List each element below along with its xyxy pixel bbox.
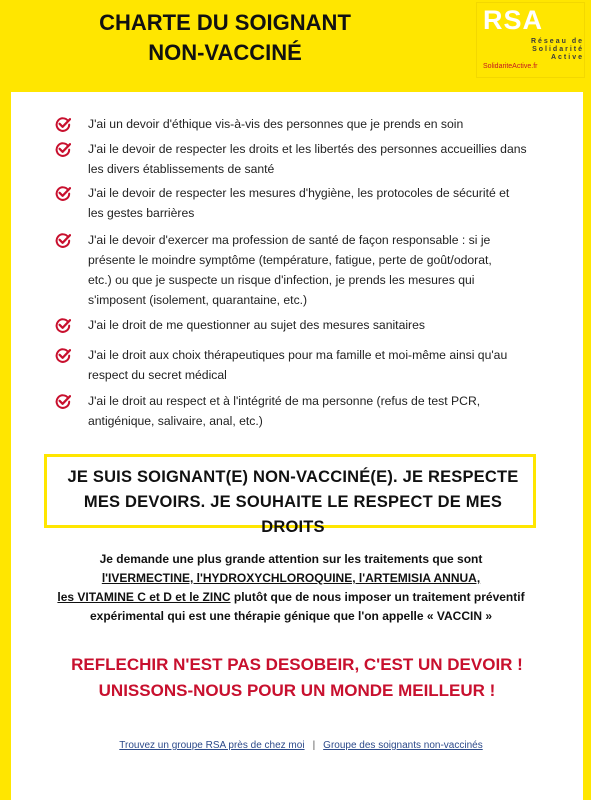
demand-line-3 <box>31 588 551 607</box>
charter-item-line: s'imposent (isolement, quarantaine, etc.) <box>88 293 308 307</box>
demand-line-1: Je demande une plus grande attention sur les traitements que sont <box>99 552 483 566</box>
demand-line-2: l'IVERMECTINE, l'HYDROXYCHLOROQUINE, l'ARTEMISIA ANNUA, <box>101 571 481 585</box>
title-line-1: CHARTE DU SOIGNANT <box>99 10 351 35</box>
charter-item-line: les gestes barrières <box>88 206 195 220</box>
demand-line-3-underlined: les VITAMINE C et D et le ZINC <box>57 590 231 604</box>
charter-item-line: présente le moindre symptôme (température, fatigue, perte de goût/odorat, <box>88 253 492 267</box>
slogan-line-1: REFLECHIR N'EST PAS DESOBEIR, C'EST UN DEVOIR ! <box>71 655 523 674</box>
logo-subtitle <box>509 38 584 62</box>
logo-subtitle-line-1: Réseau de <box>530 38 584 45</box>
title-line-2: NON-VACCINÉ <box>148 40 302 65</box>
checkmark-circle-icon <box>55 393 71 409</box>
charter-item-text <box>88 315 548 335</box>
checkmark-circle-icon <box>55 141 71 157</box>
statement-line-2: MES DEVOIRS. JE SOUHAITE LE RESPECT DE MES DROITS <box>83 493 503 536</box>
checkmark-circle-icon <box>55 232 71 248</box>
charter-item-text <box>88 345 548 385</box>
checkmark-circle-icon <box>55 347 71 363</box>
demand-line-3-rest: plutôt que de nous imposer un traitement préventif <box>230 590 525 604</box>
page-title <box>60 8 390 68</box>
charter-item-line: les divers établissements de santé <box>88 162 275 176</box>
charter-item-line: J'ai le devoir de respecter les droits et les libertés des personnes accueillies dans <box>88 142 527 156</box>
slogan <box>31 652 563 704</box>
logo-subtitle-line-2: Solidarité Active <box>532 46 584 61</box>
charter-item-line: J'ai le devoir de respecter les mesures d'hygiène, les protocoles de sécurité et <box>88 186 510 200</box>
header <box>0 0 591 92</box>
statement-line-1: JE SUIS SOIGNANT(E) NON-VACCINÉ(E). JE RESPECTE <box>67 468 519 486</box>
charter-item-text <box>88 183 548 223</box>
checkmark-circle-icon <box>55 185 71 201</box>
charter-item-line: antigénique, salivaire, anal, etc.) <box>88 414 263 428</box>
charter-item-line: respect du secret médical <box>88 368 227 382</box>
find-group-link[interactable]: Trouvez un groupe RSA près de chez moi <box>119 740 305 751</box>
logo-name: RSA <box>483 5 544 35</box>
link-separator: | <box>312 740 316 751</box>
charter-item-line: J'ai le droit de me questionner au sujet des mesures sanitaires <box>88 318 425 332</box>
charter-item-line: J'ai le devoir d'exercer ma profession de santé de façon responsable : si je <box>88 233 491 247</box>
charter-item-line: J'ai le droit aux choix thérapeutiques pour ma famille et moi-même ainsi qu'au <box>88 348 508 362</box>
statement-text <box>63 465 523 540</box>
footer-links <box>51 740 551 751</box>
charter-item-text <box>88 114 548 134</box>
statement-banner <box>44 454 536 536</box>
logo-url: SolidariteActive.fr <box>483 63 538 70</box>
charter-item-line: J'ai un devoir d'éthique vis-à-vis des personnes que je prends en soin <box>88 117 464 131</box>
slogan-line-2: UNISSONS-NOUS POUR UN MONDE MEILLEUR ! <box>98 681 496 700</box>
charter-item-text <box>88 139 548 179</box>
checkmark-circle-icon <box>55 116 71 132</box>
unvaccinated-group-link[interactable]: Groupe des soignants non-vaccinés <box>323 740 483 751</box>
rsa-logo <box>476 2 585 78</box>
charter-item-text <box>88 230 548 310</box>
demand-paragraph <box>31 550 551 626</box>
demand-line-4: expérimental qui est une thérapie génique que l'on appelle « VACCIN » <box>89 609 493 623</box>
checkmark-circle-icon <box>55 317 71 333</box>
charter-item-line: J'ai le droit au respect et à l'intégrité de ma personne (refus de test PCR, <box>88 394 481 408</box>
charter-item-line: etc.) ou que je suspecte un risque d'infection, je prends les mesures qui <box>88 273 475 287</box>
charter-item-text <box>88 391 548 431</box>
charter-card <box>11 92 583 800</box>
